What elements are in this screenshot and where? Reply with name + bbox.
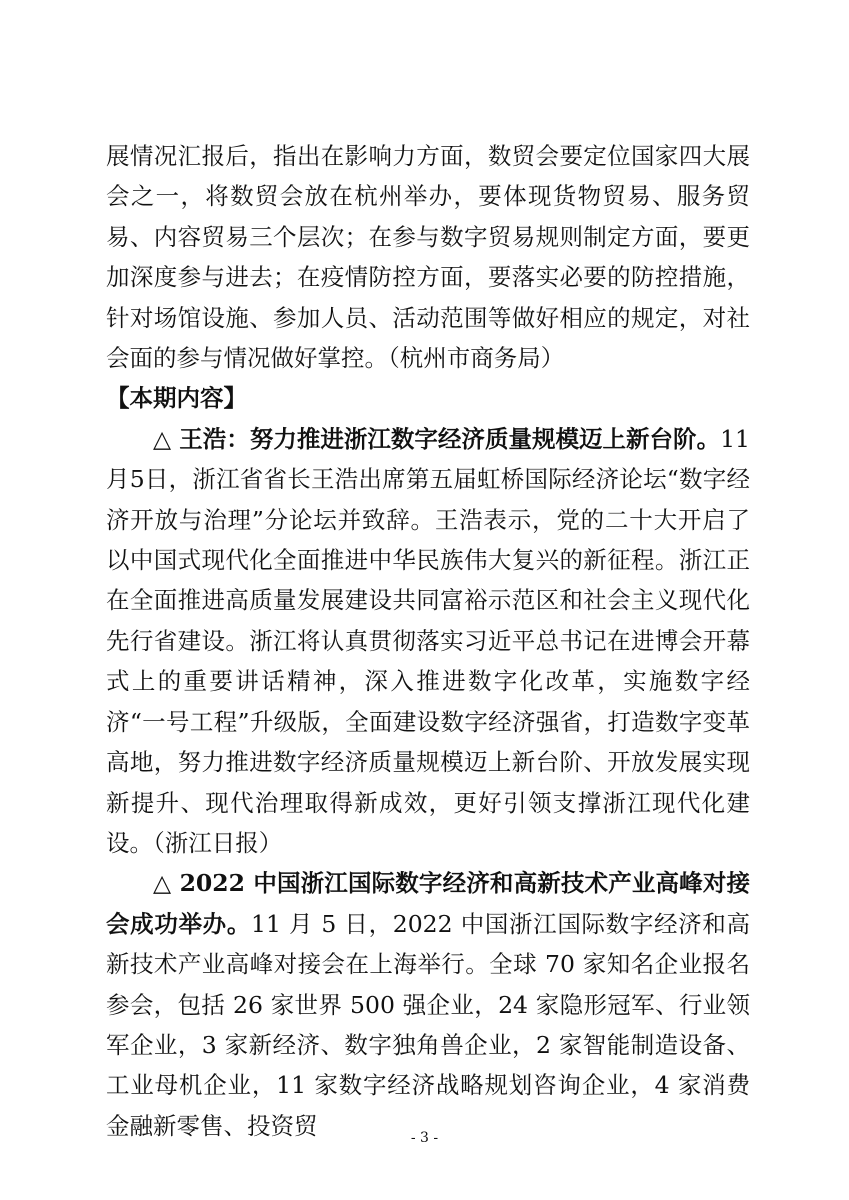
news-item-2-headline: △ 2022 中国浙江国际数字经济和高新技术产业高峰对接会成功举办。 [106, 869, 750, 938]
document-body [106, 136, 750, 1146]
page-number: - 3 - [410, 1130, 439, 1146]
news-item-2 [106, 863, 750, 1146]
news-item-1-headline: △ 王浩：努力推进浙江数字经济质量规模迈上新台阶。 [153, 424, 721, 453]
news-item-1 [106, 419, 750, 863]
news-item-2-body: 11 月 5 日，2022 中国浙江国际数字经济和高新技术产业高峰对接会在上海举行。全球 70 家知名企业报名参会，包括 26 家世界 500 强企业，24 家隐形冠军、行业领军企业，3 家新经济、数字独角兽企业，2 家智能制造设备、工业母机企业，11 家数字经济战略规划咨询企业，4 家消费金融新零售、投资贸 [106, 909, 751, 1140]
continued-paragraph: 展情况汇报后，指出在影响力方面，数贸会要定位国家四大展会之一，将数贸会放在杭州举办，要体现货物贸易、服务贸易、内容贸易三个层次；在参与数字贸易规则制定方面，要更加深度参与进去；在疫情防控方面，要落实必要的防控措施，针对场馆设施、参加人员、活动范围等做好相应的规定，对社会面的参与情况做好掌控。（杭州市商务局） [106, 142, 750, 373]
news-item-1-body: 11月5日，浙江省省长王浩出席第五届虹桥国际经济论坛“数字经济开放与治理”分论坛并致辞。王浩表示，党的二十大开启了以中国式现代化全面推进中华民族伟大复兴的新征程。浙江正在全面推进高质量发展建设共同富裕示范区和社会主义现代化先行省建设。浙江将认真贯彻落实习近平总书记在进博会开幕式上的重要讲话精神，深入推进数字化改革，实施数字经济“一号工程”升级版，全面建设数字经济强省，打造数字变革高地，努力推进数字经济质量规模迈上新台阶、开放发展实现新提升、现代治理取得新成效，更好引领支撑浙江现代化建设。（浙江日报） [106, 424, 750, 857]
section-heading: 【本期内容】 [106, 384, 247, 413]
